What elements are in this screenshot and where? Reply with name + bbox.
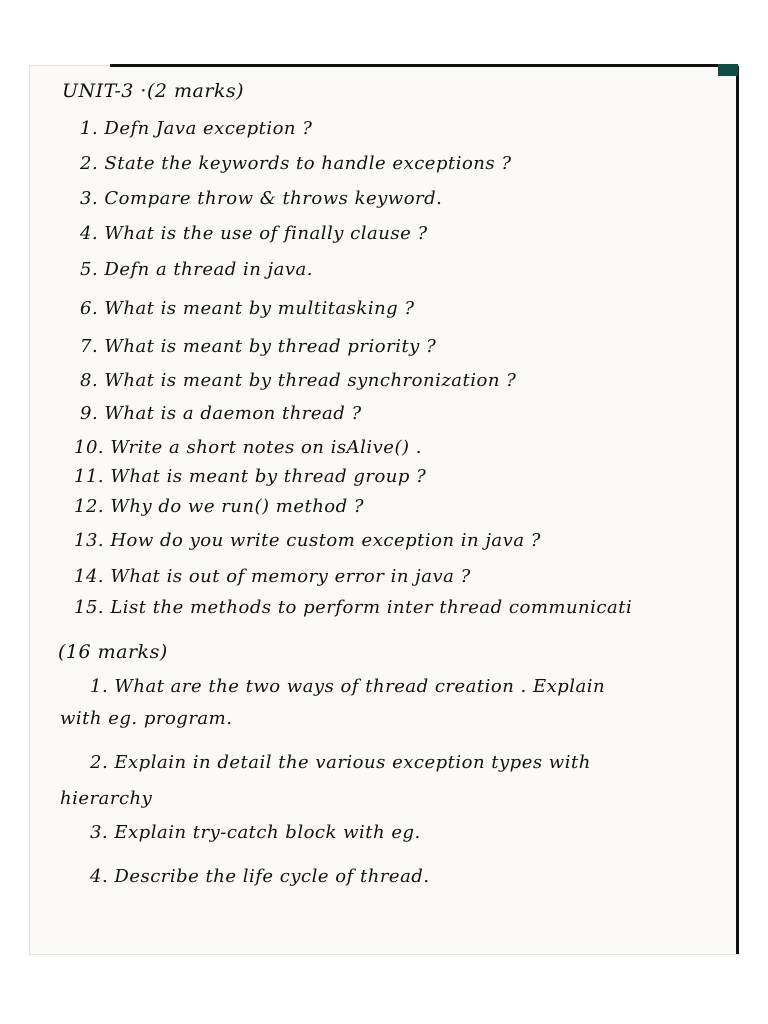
question-8: 8. What is meant by thread synchronization ?: [80, 370, 517, 391]
question-13: 13. How do you write custom exception in java ?: [74, 530, 541, 551]
question-11: 11. What is meant by thread group ?: [74, 466, 427, 487]
question-4: 4. What is the use of finally clause ?: [80, 223, 428, 244]
long-question-1-line-1: 1. What are the two ways of thread creation . Explain: [90, 676, 606, 697]
sixteen-mark-heading: (16 marks): [58, 641, 168, 663]
page-top-edge: [110, 64, 738, 67]
question-14: 14. What is out of memory error in java ?: [74, 566, 471, 587]
long-question-2-line-1: 2. Explain in detail the various exception types with: [90, 752, 591, 773]
question-5: 5. Defn a thread in java.: [80, 259, 313, 280]
long-question-4: 4. Describe the life cycle of thread.: [90, 866, 430, 887]
question-9: 9. What is a daemon thread ?: [80, 403, 362, 424]
question-12: 12. Why do we run() method ?: [74, 496, 365, 517]
long-question-2-line-2: hierarchy: [60, 788, 153, 809]
question-2: 2. State the keywords to handle exceptions ?: [80, 153, 512, 174]
question-6: 6. What is meant by multitasking ?: [80, 298, 415, 319]
question-7: 7. What is meant by thread priority ?: [80, 336, 437, 357]
question-15: 15. List the methods to perform inter thread communicati: [74, 597, 633, 618]
long-question-1-line-2: with eg. program.: [60, 708, 233, 729]
unit-heading: UNIT-3 ·(2 marks): [62, 80, 245, 102]
page-corner: [718, 64, 738, 76]
question-1: 1. Defn Java exception ?: [80, 118, 313, 139]
question-10: 10. Write a short notes on isAlive() .: [74, 437, 422, 458]
long-question-3: 3. Explain try-catch block with eg.: [90, 822, 421, 843]
question-3: 3. Compare throw & throws keyword.: [80, 188, 443, 209]
page-right-edge: [736, 66, 739, 954]
